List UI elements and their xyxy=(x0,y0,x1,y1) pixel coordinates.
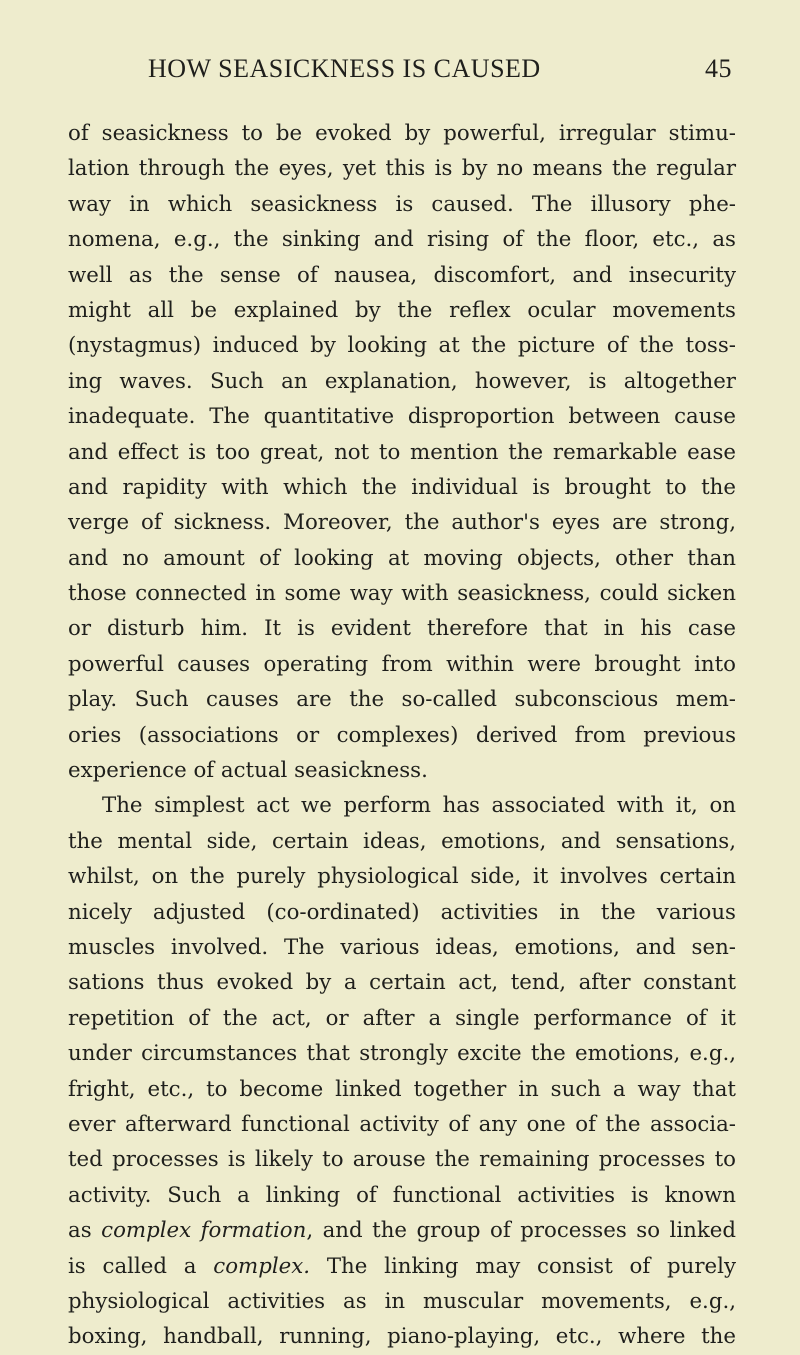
text-line: boxing, handball, running, piano-playing, etc., where the xyxy=(68,1324,736,1350)
text-line: fright, etc., to become linked together in such a way that xyxy=(68,1076,736,1102)
page-number: 45 xyxy=(705,54,732,83)
running-head xyxy=(68,54,732,94)
text-run: The linking may consist of purely xyxy=(310,1253,736,1279)
text-line: nicely adjusted (co-ordinated) activities in the various xyxy=(68,899,736,925)
text-line: sations thus evoked by a certain act, tend, after constant xyxy=(68,970,736,996)
text-line: inadequate. The quantitative disproportion between cause xyxy=(68,404,736,430)
text-line: verge of sickness. Moreover, the author's eyes are strong, xyxy=(68,510,736,536)
text-line: physiological activities as in muscular movements, e.g., xyxy=(68,1288,736,1314)
text-line: well as the sense of nausea, discomfort, and insecurity xyxy=(68,262,736,288)
text-line: experience of actual seasickness. xyxy=(68,758,428,784)
text-line: whilst, on the purely physiological side, it involves certain xyxy=(68,864,736,890)
text-line: nomena, e.g., the sinking and rising of the floor, etc., as xyxy=(68,227,736,253)
text-line: muscles involved. The various ideas, emotions, and sen- xyxy=(68,934,736,960)
text-line: activity. Such a linking of functional activities is known xyxy=(68,1182,736,1208)
text-line: powerful causes operating from within were brought into xyxy=(68,651,736,677)
text-line: ted processes is likely to arouse the remaining processes to xyxy=(68,1147,736,1173)
running-title: HOW SEASICKNESS IS CAUSED xyxy=(148,54,541,83)
text-line: way in which seasickness is caused. The illusory phe- xyxy=(68,191,736,217)
text-line: (nystagmus) induced by looking at the picture of the toss- xyxy=(68,333,736,359)
text-line: might all be explained by the reflex ocular movements xyxy=(68,297,736,323)
text-line: those connected in some way with seasickness, could sicken xyxy=(68,581,736,607)
text-line-with-italic xyxy=(68,1213,736,1248)
text-line: or disturb him. It is evident therefore that in his case xyxy=(68,616,736,642)
text-line: and rapidity with which the individual is brought to the xyxy=(68,474,736,500)
body-text xyxy=(68,116,736,1355)
text-line: The simplest act we perform has associated with it, on xyxy=(102,793,736,819)
italic-term: complex. xyxy=(213,1253,311,1279)
text-line: ories (associations or complexes) derived from previous xyxy=(68,722,736,748)
text-line: the mental side, certain ideas, emotions, and sensations, xyxy=(68,828,736,854)
text-line: lation through the eyes, yet this is by no means the regular xyxy=(68,156,736,182)
text-run: , and the group of processes so linked xyxy=(306,1218,736,1244)
text-run: is called a xyxy=(68,1253,214,1279)
text-line: play. Such causes are the so-called subconscious mem- xyxy=(68,687,736,713)
text-line: under circumstances that strongly excite the emotions, e.g., xyxy=(68,1041,736,1067)
text-line: and no amount of looking at moving objects, other than xyxy=(68,545,736,571)
text-line: repetition of the act, or after a single performance of it xyxy=(68,1005,736,1031)
text-line: and effect is too great, not to mention the remarkable ease xyxy=(68,439,736,465)
text-line: ever afterward functional activity of any one of the associa- xyxy=(68,1111,736,1137)
paragraph-2 xyxy=(68,788,736,1354)
text-line: of seasickness to be evoked by powerful, irregular stimu- xyxy=(68,121,736,146)
italic-term: complex formation xyxy=(101,1218,307,1244)
text-line-with-italic xyxy=(68,1249,736,1284)
text-run: as xyxy=(68,1218,102,1244)
text-line: ing waves. Such an explanation, however, is altogether xyxy=(68,368,736,394)
paragraph-1 xyxy=(68,116,736,788)
